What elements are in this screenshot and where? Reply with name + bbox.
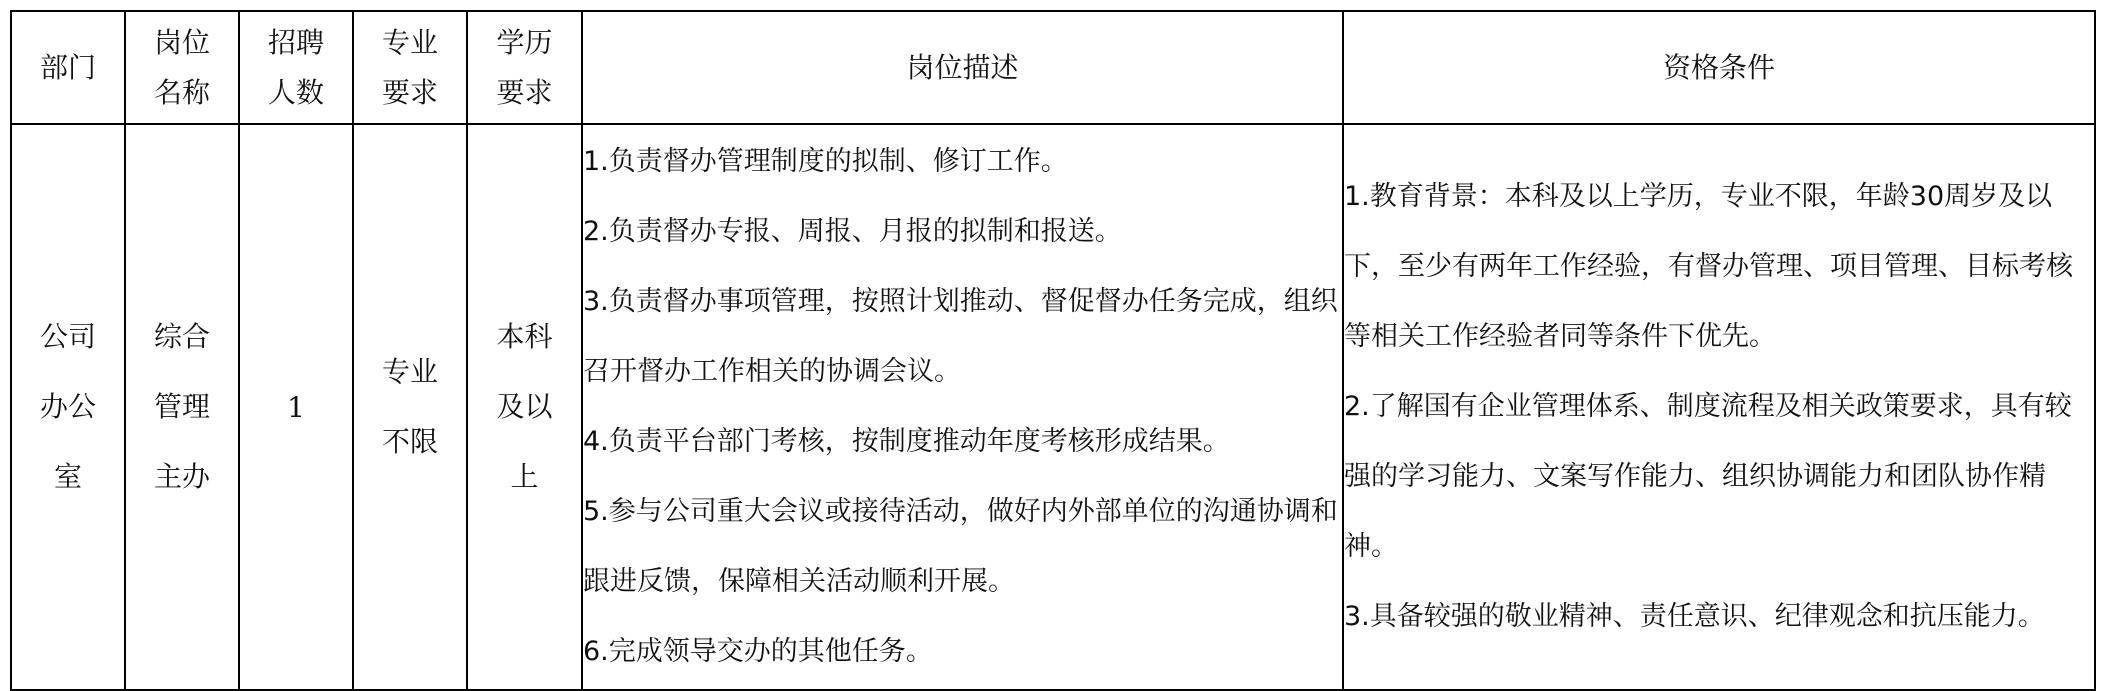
header-row	[11, 11, 2095, 124]
header-major: 专业要求	[353, 11, 467, 124]
header-education: 学历要求	[467, 11, 582, 124]
table-row	[11, 124, 2095, 690]
cell-education: 本科及以上	[467, 124, 582, 690]
header-count: 招聘人数	[239, 11, 353, 124]
qualification-item: 1.教育背景：本科及以上学历，专业不限，年龄30周岁及以下，至少有两年工作经验，有督办管理、项目管理、目标考核等相关工作经验者同等条件下优先。	[1344, 181, 2073, 352]
description-item: 3.负责督办事项管理，按照计划推动、督促督办任务完成，组织召开督办工作相关的协调会议。	[583, 286, 1338, 387]
description-item: 4.负责平台部门考核，按制度推动年度考核形成结果。	[583, 426, 1230, 457]
description-item: 5.参与公司重大会议或接待活动，做好内外部单位的沟通协调和跟进反馈，保障相关活动顺利开展。	[583, 496, 1338, 597]
description-item: 2.负责督办专报、周报、月报的拟制和报送。	[583, 216, 1122, 247]
header-qualification: 资格条件	[1343, 11, 2095, 124]
header-position: 岗位名称	[125, 11, 239, 124]
cell-dept: 公司办公室	[11, 124, 125, 690]
header-description: 岗位描述	[582, 11, 1343, 124]
description-list	[583, 127, 1342, 687]
qualification-list	[1344, 162, 2094, 652]
cell-description	[582, 124, 1343, 690]
qualification-item: 2.了解国有企业管理体系、制度流程及相关政策要求，具有较强的学习能力、文案写作能力、组织协调能力和团队协作精神。	[1344, 391, 2072, 562]
description-item: 1.负责督办管理制度的拟制、修订工作。	[583, 146, 1068, 177]
job-posting-table	[10, 10, 2096, 691]
qualification-item: 3.具备较强的敬业精神、责任意识、纪律观念和抗压能力。	[1344, 601, 2045, 632]
cell-qualification	[1343, 124, 2095, 690]
cell-major: 专业不限	[353, 124, 467, 690]
description-item: 6.完成领导交办的其他任务。	[583, 636, 933, 667]
cell-position: 综合管理主办	[125, 124, 239, 690]
cell-count: 1	[239, 124, 353, 690]
header-dept: 部门	[11, 11, 125, 124]
